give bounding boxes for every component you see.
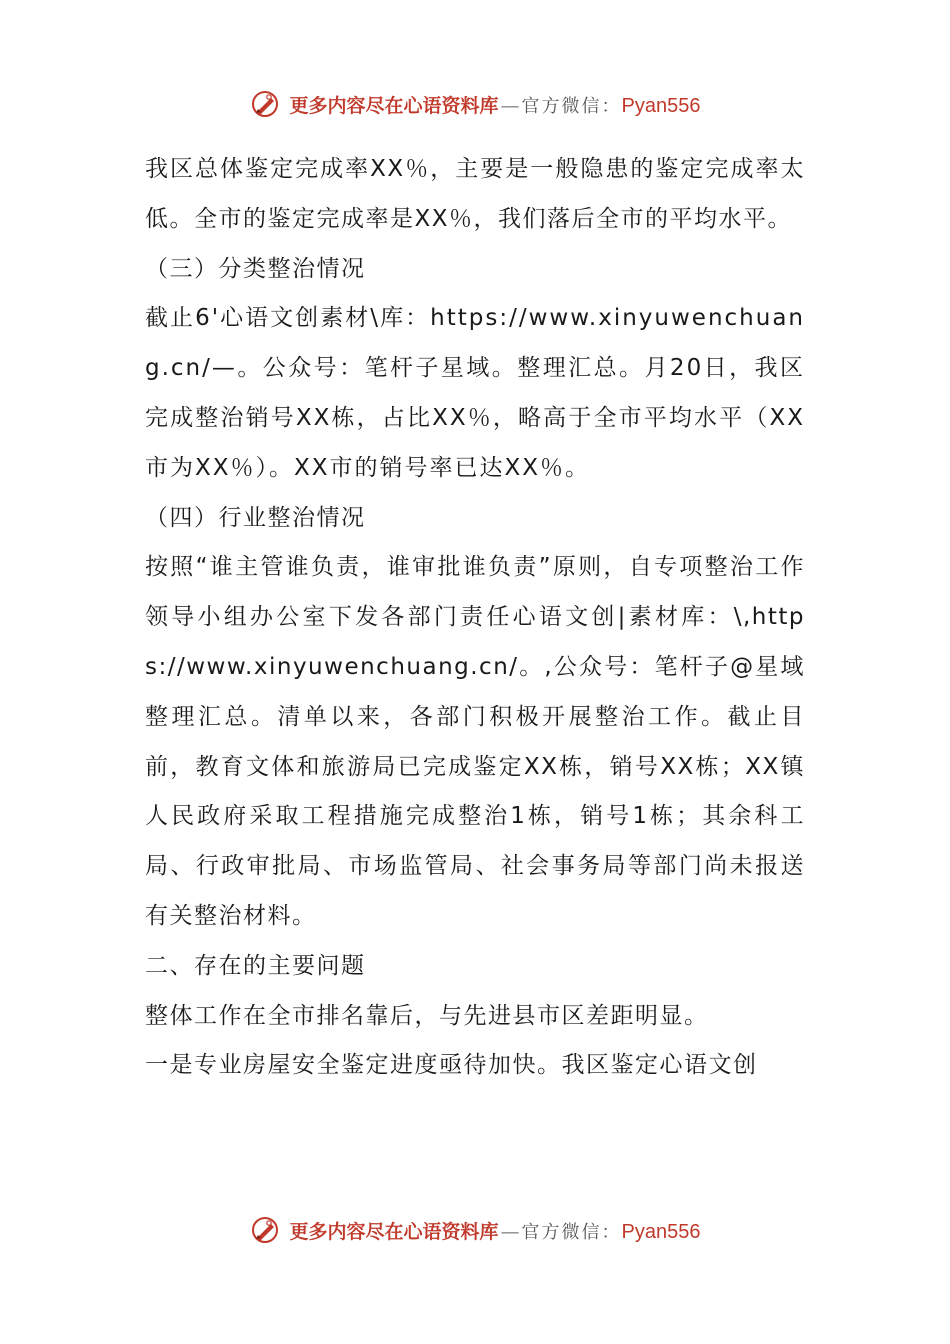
banner-wechat-label: 官方微信：	[521, 1221, 622, 1243]
document-body	[145, 145, 805, 1091]
header-banner	[0, 84, 950, 124]
paragraph-industry-status: 按照“谁主管谁负责，谁审批谁负责”原则，自专项整治工作领导小组办公室下发各部门责任心语文创|素材库：\,https://www.xinyuwenchuang.cn/。,公众号：笔杆子@星域整理汇总。清单以来，各部门积极开展整治工作。截止目前，教育文体和旅游局已完成鉴定XX栋，销号XX栋；XX镇人民政府采取工程措施完成整治1栋，销号1栋；其余科工局、行政审批局、市场监管局、社会事务局等部门尚未报送有关整治材料。	[145, 554, 805, 929]
heading-main-problems: 二、存在的主要问题	[145, 952, 366, 979]
banner-text	[290, 1217, 701, 1244]
paragraph-completion-rate: 我区总体鉴定完成率XX％，主要是一般隐患的鉴定完成率太低。全市的鉴定完成率是XX％，我们落后全市的平均水平。	[145, 156, 805, 232]
paragraph-first-issue: 一是专业房屋安全鉴定进度亟待加快。我区鉴定心语文创	[145, 1052, 758, 1079]
heading-classified-rectification: （三）分类整治情况	[145, 255, 366, 282]
footer-banner	[0, 1210, 950, 1250]
banner-title: 更多内容尽在心语资料库	[289, 1220, 499, 1243]
heading-industry-rectification: （四）行业整治情况	[145, 504, 366, 531]
paragraph-ranking: 整体工作在全市排名靠后，与先进县市区差距明显。	[145, 1002, 709, 1029]
paragraph-deadline-status: 截止6'心语文创素材\库：https://www.xinyuwenchuang.cn/—。公众号：笔杆子星域。整理汇总。月20日，我区完成整治销号XX栋，占比XX％，略高于全市平均水平（XX市为XX％）。XX市的销号率已达XX％。	[145, 305, 805, 481]
banner-text	[290, 91, 701, 118]
banner-separator: —	[500, 1220, 520, 1243]
banner-separator: —	[500, 94, 520, 117]
banner-wechat-id: Pyan556	[621, 1220, 701, 1243]
pen-logo-icon	[250, 89, 280, 119]
banner-title: 更多内容尽在心语资料库	[289, 94, 499, 117]
pen-logo-icon	[250, 1215, 280, 1245]
banner-wechat-id: Pyan556	[621, 94, 701, 117]
banner-wechat-label: 官方微信：	[521, 95, 622, 117]
